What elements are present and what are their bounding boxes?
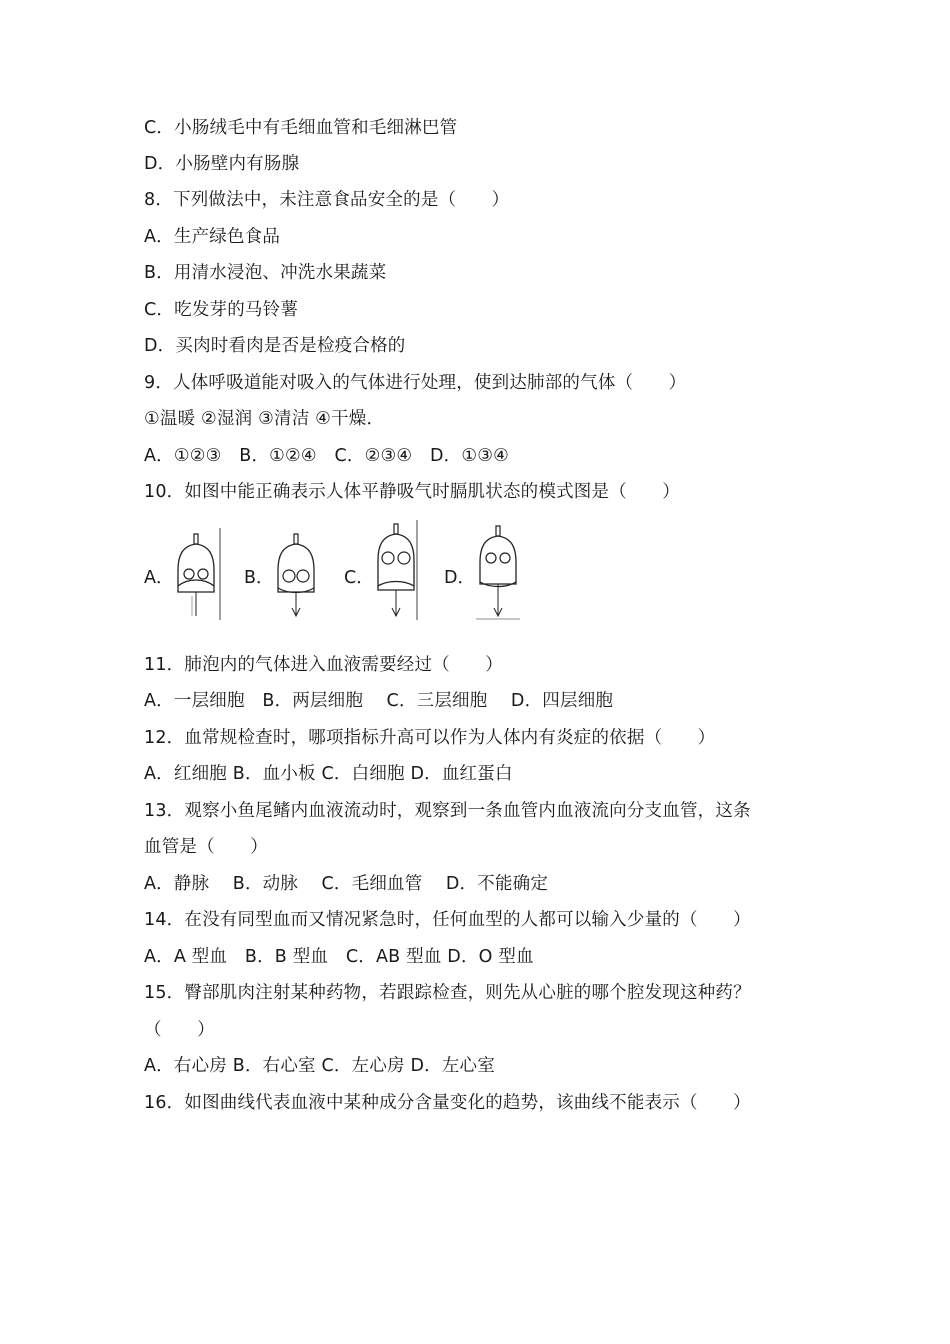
q7-option-d: D．小肠壁内有肠腺 xyxy=(144,154,300,174)
q16-stem: 16．如图曲线代表血液中某种成分含量变化的趋势，该曲线不能表示（ ） xyxy=(144,1093,751,1113)
q10-option-c-label: C． xyxy=(344,568,374,588)
q7-option-c: C．小肠绒毛中有毛细血管和毛细淋巴管 xyxy=(144,118,458,138)
q8-option-a: A．生产绿色食品 xyxy=(144,227,281,247)
q13-options: A．静脉 B．动脉 C．毛细血管 D．不能确定 xyxy=(144,874,549,894)
diagram-c xyxy=(374,520,418,620)
q9-options: A．①②③ B．①②④ C．②③④ D．①③④ xyxy=(144,446,510,466)
q10-figure-row xyxy=(144,520,544,620)
q12-options: A．红细胞 B．血小板 C．白细胞 D．血红蛋白 xyxy=(144,764,513,784)
q8-option-d: D．买肉时看肉是否是检疫合格的 xyxy=(144,336,406,356)
q9-items: ①温暖 ②湿润 ③清洁 ④干燥． xyxy=(144,409,385,429)
q8-option-c: C．吃发芽的马铃薯 xyxy=(144,300,299,320)
q14-options: A．A 型血 B．B 型血 C．AB 型血 D．O 型血 xyxy=(144,947,534,967)
q11-options: A．一层细胞 B．两层细胞 C．三层细胞 D．四层细胞 xyxy=(144,691,614,711)
q14-stem: 14．在没有同型血而又情况紧急时，任何血型的人都可以输入少量的（ ） xyxy=(144,910,751,930)
diagram-b xyxy=(274,530,318,620)
diagram-a xyxy=(174,530,218,620)
q10-stem: 10．如图中能正确表示人体平静吸气时膈肌状态的模式图是（ ） xyxy=(144,482,680,502)
diagram-c-divider xyxy=(416,520,418,620)
q13-stem: 13．观察小鱼尾鳍内血液流动时，观察到一条血管内血液流向分支血管，这条 xyxy=(144,801,751,821)
q10-option-a-label: A． xyxy=(144,568,174,588)
diagram-d xyxy=(476,522,520,620)
q11-stem: 11．肺泡内的气体进入血液需要经过（ ） xyxy=(144,655,503,675)
q15-stem-cont: （ ） xyxy=(144,1020,215,1040)
q8-option-b: B．用清水浸泡、冲洗水果蔬菜 xyxy=(144,263,387,283)
q8-stem: 8．下列做法中，未注意食品安全的是（ ） xyxy=(144,190,510,210)
q10-option-d-label: D． xyxy=(444,568,475,588)
q15-stem: 15．臀部肌肉注射某种药物，若跟踪检查，则先从心脏的哪个腔发现这种药？ xyxy=(144,983,751,1003)
diagram-a-divider xyxy=(219,528,221,620)
q13-stem-cont: 血管是（ ） xyxy=(144,837,268,857)
q10-option-b-label: B． xyxy=(244,568,274,588)
q15-options: A．右心房 B．右心室 C．左心房 D．左心室 xyxy=(144,1056,495,1076)
q12-stem: 12．血常规检查时，哪项指标升高可以作为人体内有炎症的依据（ ） xyxy=(144,728,716,748)
q9-stem: 9．人体呼吸道能对吸入的气体进行处理，使到达肺部的气体（ ） xyxy=(144,373,687,393)
